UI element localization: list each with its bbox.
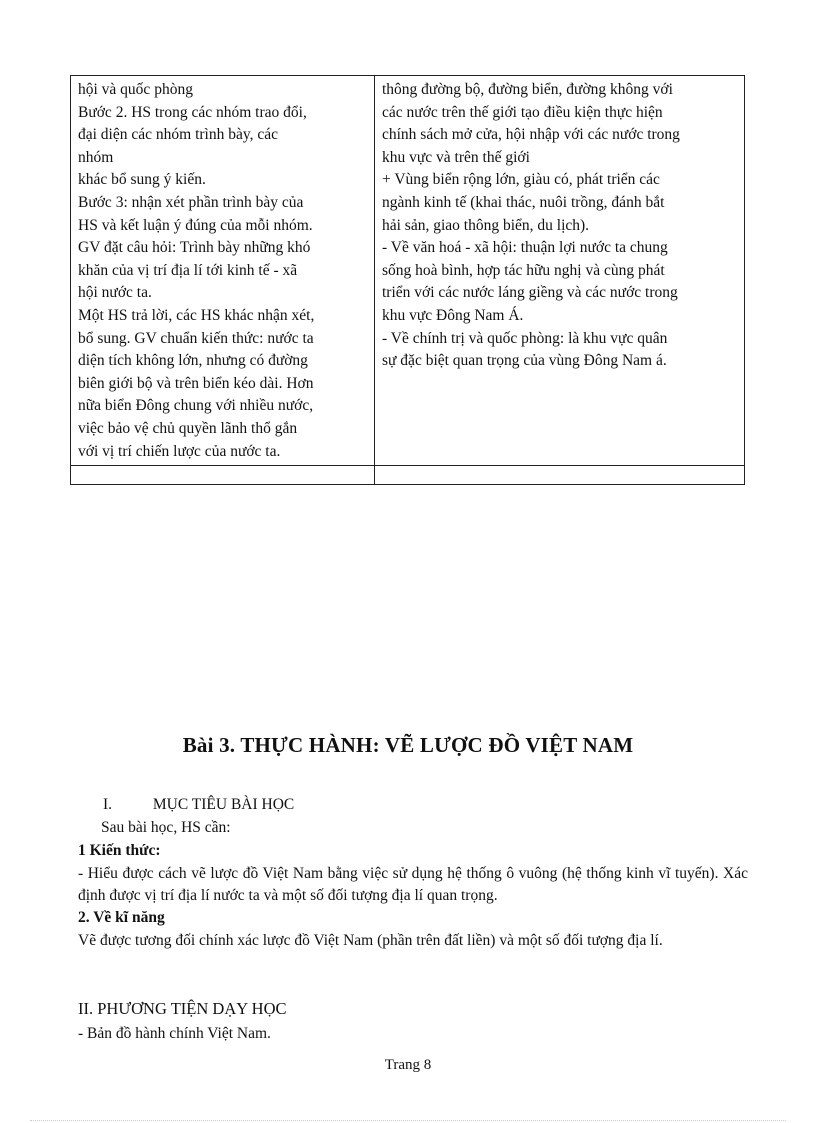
section-number: I. [103, 796, 113, 813]
section-title: MỤC TIÊU BÀI HỌC [152, 796, 295, 813]
table-line: thông đường bộ, đường biển, đường không với [382, 81, 673, 98]
table-line: Một HS trả lời, các HS khác nhận xét, [78, 306, 315, 324]
lesson-table [70, 75, 745, 485]
table-line: sự đặc biệt quan trọng của vùng Đông Nam á. [382, 352, 667, 370]
page-number: Trang 8 [384, 1057, 432, 1073]
table-line: triển với các nước láng giềng và các nước trong [382, 284, 678, 302]
knowledge-text: - Hiểu được cách vẽ lược đồ Việt Nam bằng việc sử dụng hệ thống ô vuông (hệ thống kinh vĩ tuyến). Xác định được vị trí địa lí nước ta và một số đối tượng địa lí quan trọng. [78, 865, 748, 904]
table-line: với vị trí chiến lược của nước ta. [78, 442, 281, 460]
table-row-empty [71, 466, 745, 485]
table-line: hội và quốc phòng [78, 81, 193, 98]
content-cell [375, 76, 745, 466]
table-line: khăn của vị trí địa lí tới kinh tế - xã [78, 261, 298, 279]
table-line: khu vực Đông Nam Á. [382, 306, 524, 324]
page-divider [30, 1120, 786, 1121]
empty-cell [71, 466, 375, 485]
intro-text: Sau bài học, HS cần: [101, 819, 231, 836]
table-line: hải sản, giao thông biển, du lịch). [382, 216, 590, 234]
teacher-activity-cell [71, 76, 375, 466]
table-line: GV đặt câu hỏi: Trình bày những khó [78, 239, 311, 257]
table-line: Bước 3: nhận xét phần trình bày của [78, 193, 304, 211]
table-line: các nước trên thế giới tạo điều kiện thực hiện [382, 103, 663, 121]
table-line: nhóm [78, 148, 114, 166]
table-line: diện tích không lớn, nhưng có đường [78, 352, 308, 370]
table-line: - Về văn hoá - xã hội: thuận lợi nước ta chung [382, 239, 668, 257]
table-line: hội nước ta. [78, 284, 152, 302]
skills-text: Vẽ được tương đối chính xác lược đồ Việt Nam (phần trên đất liền) và một số đối tượng địa lí. [78, 932, 663, 949]
knowledge-heading: 1 Kiến thức: [78, 842, 161, 859]
section-heading-2: II. PHƯƠNG TIỆN DẠY HỌC [78, 999, 287, 1018]
table-row [71, 76, 745, 466]
table-line: Bước 2. HS trong các nhóm trao đổi, [78, 103, 307, 121]
lesson-title: Bài 3. THỰC HÀNH: VẼ LƯỢC ĐỒ VIỆT NAM [182, 733, 634, 757]
table-line: HS và kết luận ý đúng của mỗi nhóm. [78, 216, 313, 234]
table-line: chính sách mở cửa, hội nhập với các nước trong [382, 126, 680, 144]
table-line: - Về chính trị và quốc phòng: là khu vực quân [382, 329, 668, 347]
table-line: biên giới bộ và trên biển kéo dài. Hơn [78, 374, 314, 392]
skills-heading: 2. Về kĩ năng [78, 909, 165, 926]
table-line: + Vùng biển rộng lớn, giàu có, phát triển các [382, 171, 660, 189]
table-line: khu vực và trên thế giới [382, 148, 530, 166]
table-line: nữa biển Đông chung với nhiều nước, [78, 397, 314, 415]
table-line: sống hoà bình, hợp tác hữu nghị và cùng phát [382, 261, 665, 279]
section2-item: - Bản đồ hành chính Việt Nam. [78, 1025, 271, 1042]
table-line: ngành kinh tế (khai thác, nuôi trồng, đánh bắt [382, 193, 665, 211]
table-line: việc bảo vệ chủ quyền lãnh thổ gắn [78, 419, 298, 437]
table-line: khác bổ sung ý kiến. [78, 171, 206, 189]
table-line: đại diện các nhóm trình bày, các [78, 126, 278, 144]
table-line: bổ sung. GV chuẩn kiến thức: nước ta [78, 329, 314, 347]
section-heading-1 [78, 794, 748, 816]
empty-cell [375, 466, 745, 485]
